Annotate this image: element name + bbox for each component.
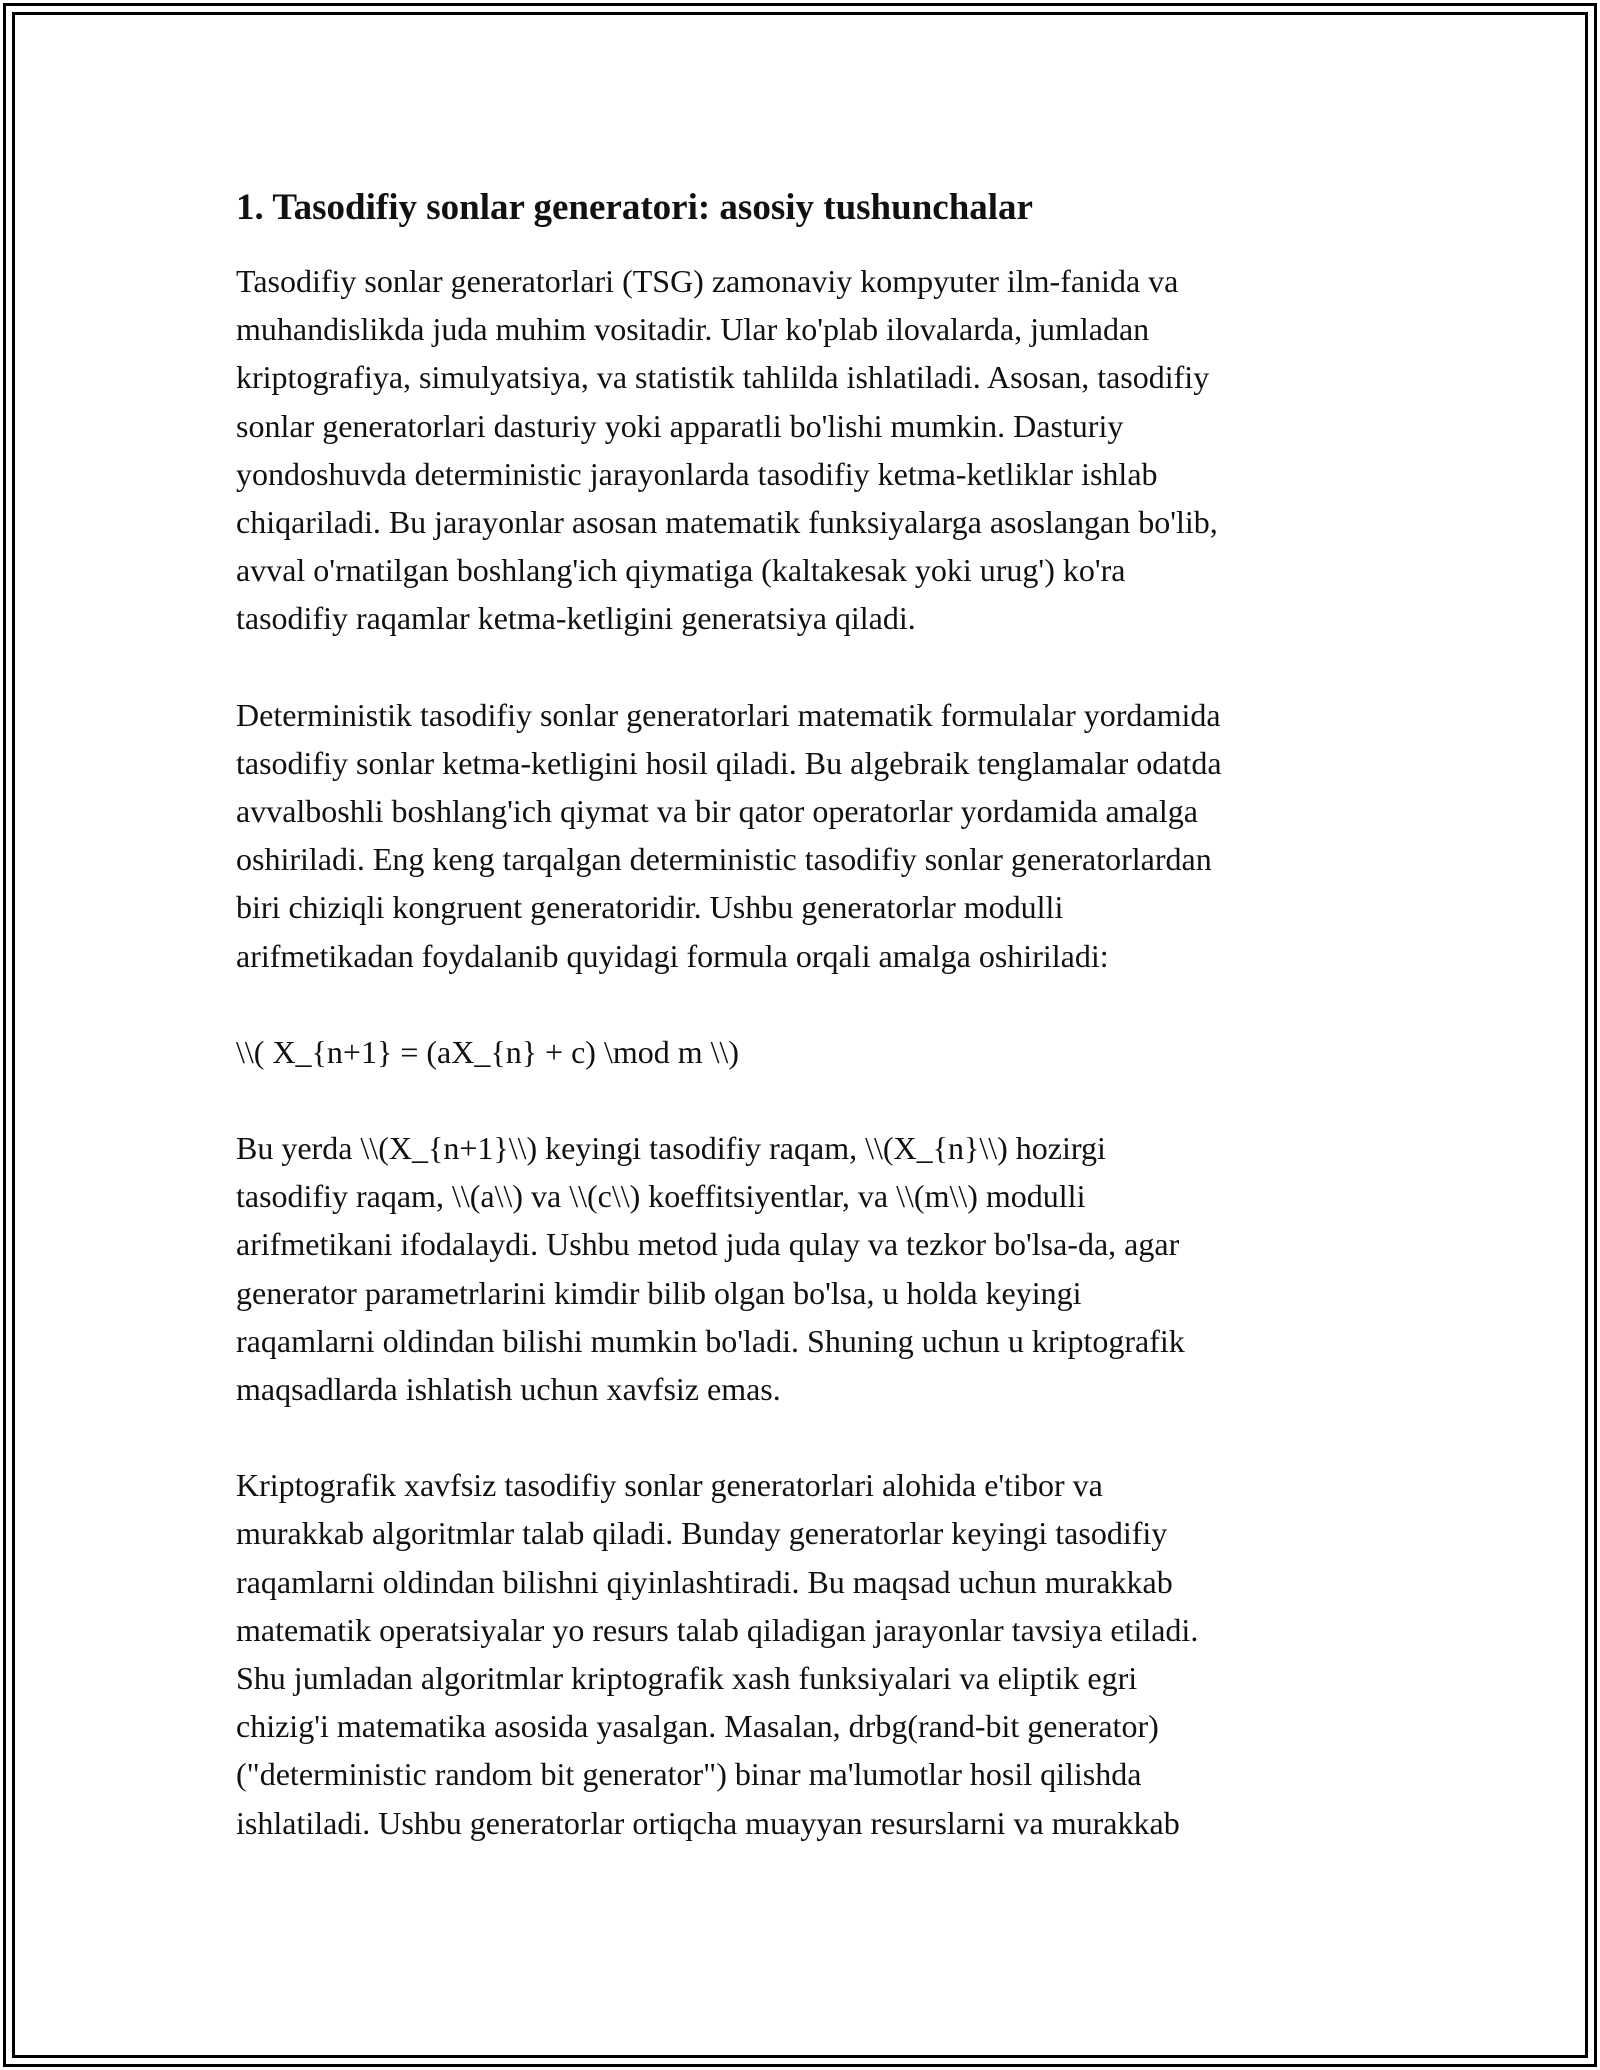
paragraph-deterministic (236, 691, 1376, 980)
text-line: sonlar generatorlari dasturiy yoki apparatli bo'lishi mumkin. Dasturiy (236, 407, 1124, 444)
paragraph-formula-explanation (236, 1124, 1376, 1413)
text-line: biri chiziqli kongruent generatoridir. Ushbu generatorlar modulli (236, 889, 1064, 926)
text-line: Deterministik tasodifiy sonlar generatorlari matematik formulalar yordamida (236, 696, 1221, 733)
text-line: tasodifiy raqam, \\(a\\) va \\(c\\) koeffitsiyentlar, va \\(m\\) modulli (236, 1178, 1086, 1215)
text-line: raqamlarni oldindan bilishni qiyinlashtiradi. Bu maqsad uchun murakkab (236, 1563, 1173, 1600)
paragraph-intro (236, 257, 1376, 643)
text-line: Shu jumladan algoritmlar kriptografik xash funksiyalari va eliptik egri (236, 1660, 1138, 1697)
text-line: oshiriladi. Eng keng tarqalgan deterministic tasodifiy sonlar generatorlardan (236, 841, 1212, 878)
text-line: tasodifiy sonlar ketma-ketligini hosil qiladi. Bu algebraik tenglamalar odatda (236, 744, 1222, 781)
text-line: generator parametrlarini kimdir bilib olgan bo'lsa, u holda keyingi (236, 1274, 1082, 1311)
text-line: arifmetikani ifodalaydi. Ushbu metod juda qulay va tezkor bo'lsa-da, agar (236, 1226, 1180, 1263)
formula-line: \\( X_{n+1} = (aX_{n} + c) \mod m \\) (236, 1033, 740, 1070)
paragraph-crypto-secure (236, 1461, 1376, 1847)
text-line: arifmetikadan foydalanib quyidagi formula orqali amalga oshiriladi: (236, 937, 1109, 974)
text-line: muhandislikda juda muhim vositadir. Ular ko'plab ilovalarda, jumladan (236, 311, 1150, 348)
text-line: ("deterministic random bit generator") binar ma'lumotlar hosil qilishda (236, 1756, 1142, 1793)
text-line: Tasodifiy sonlar generatorlari (TSG) zamonaviy kompyuter ilm-fanida va (236, 263, 1179, 299)
text-line: murakkab algoritmlar talab qiladi. Bunday generatorlar keyingi tasodifiy (236, 1515, 1168, 1552)
document-body (236, 185, 1376, 1895)
text-line: chizig'i matematika asosida yasalgan. Masalan, drbg(rand-bit generator) (236, 1708, 1159, 1745)
text-line: Kriptografik xavfsiz tasodifiy sonlar generatorlari alohida e'tibor va (236, 1467, 1103, 1504)
section-heading: 1. Tasodifiy sonlar generatori: asosiy tushunchalar (236, 187, 1033, 228)
formula-paragraph (236, 1028, 1376, 1076)
text-line: tasodifiy raqamlar ketma-ketligini generatsiya qiladi. (236, 600, 916, 637)
text-line: chiqariladi. Bu jarayonlar asosan matematik funksiyalarga asoslangan bo'lib, (236, 504, 1218, 541)
text-line: raqamlarni oldindan bilishi mumkin bo'ladi. Shuning uchun u kriptografik (236, 1322, 1185, 1359)
text-line: matematik operatsiyalar yo resurs talab qiladigan jarayonlar tavsiya etiladi. (236, 1611, 1199, 1648)
text-line: yondoshuvda deterministic jarayonlarda tasodifiy ketma-ketliklar ishlab (236, 455, 1158, 492)
text-line: avvalboshli boshlang'ich qiymat va bir qator operatorlar yordamida amalga (236, 793, 1198, 830)
text-line: ishlatiladi. Ushbu generatorlar ortiqcha muayyan resurslarni va murakkab (236, 1804, 1180, 1841)
text-line: maqsadlarda ishlatish uchun xavfsiz emas. (236, 1371, 781, 1408)
text-line: Bu yerda \\(X_{n+1}\\) keyingi tasodifiy raqam, \\(X_{n}\\) hozirgi (236, 1130, 1106, 1167)
text-line: kriptografiya, simulyatsiya, va statistik tahlilda ishlatiladi. Asosan, tasodifiy (236, 359, 1210, 396)
text-line: avval o'rnatilgan boshlang'ich qiymatiga (kaltakesak yoki urug') ko'ra (236, 552, 1126, 589)
